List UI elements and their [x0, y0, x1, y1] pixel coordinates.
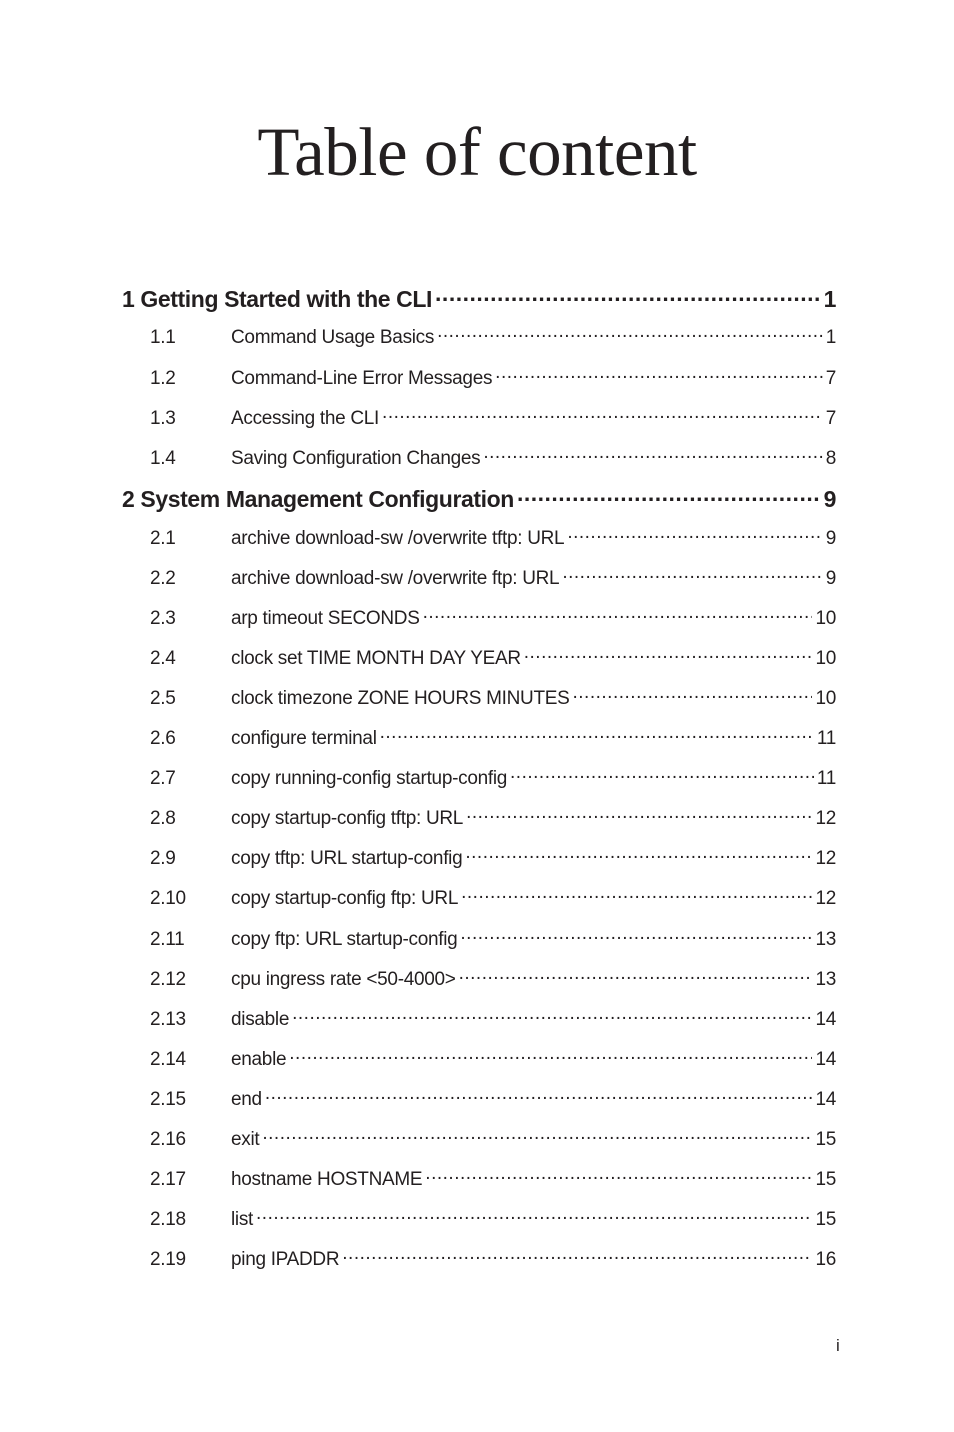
toc-entry-page: 10: [815, 648, 836, 669]
toc-leader-dots: [465, 845, 812, 864]
toc-leader-dots: [437, 324, 823, 343]
toc-entry-1-2[interactable]: [122, 365, 836, 390]
toc-chapter-title: Getting Started with the CLI: [140, 286, 433, 312]
toc-entry-title: copy startup-config ftp: URL: [231, 888, 459, 909]
toc-entry-title: Accessing the CLI: [231, 408, 380, 429]
toc-entry-title: clock set TIME MONTH DAY YEAR: [231, 648, 521, 669]
toc-entry-page: 12: [815, 808, 836, 829]
toc-entry-page: 14: [815, 1009, 836, 1030]
toc-entry-2-12[interactable]: [122, 966, 836, 991]
toc-entry-number: 2.7: [150, 768, 176, 789]
toc-chapter-page: 9: [823, 486, 836, 512]
toc-entry-number: 2.12: [150, 969, 186, 990]
toc-entry-page: 7: [825, 368, 836, 389]
toc-leader-dots: [495, 365, 823, 384]
toc-entry-2-11[interactable]: [122, 926, 836, 951]
toc-leader-dots: [289, 1046, 812, 1065]
toc-entry-2-13[interactable]: [122, 1006, 836, 1031]
toc-leader-dots: [262, 1126, 812, 1145]
toc-entry-title: arp timeout SECONDS: [231, 608, 420, 629]
toc-entry-number: 2.16: [150, 1129, 186, 1150]
toc-entry-number: 2.4: [150, 648, 176, 669]
toc-entry-number: 2.11: [150, 929, 185, 950]
toc-entry-page: 10: [815, 608, 836, 629]
toc-entry-number: 1.3: [150, 408, 176, 429]
toc-entry-page: 13: [815, 929, 836, 950]
toc-leader-dots: [562, 565, 822, 584]
toc-leader-dots: [460, 926, 812, 945]
toc-leader-dots: [435, 284, 821, 307]
toc-entry-page: 9: [825, 568, 836, 589]
toc-leader-dots: [517, 484, 821, 507]
toc-leader-dots: [461, 885, 812, 904]
toc-entry-page: 15: [815, 1169, 836, 1190]
toc-entry-page: 14: [815, 1089, 836, 1110]
toc-entry-number: 1.2: [150, 368, 176, 389]
toc-entry-title: cpu ingress rate <50-4000>: [231, 969, 456, 990]
toc-entry-number: 2.15: [150, 1089, 186, 1110]
toc-entry-page: 11: [816, 768, 836, 789]
toc-entry-number: 2.19: [150, 1249, 186, 1270]
toc-entry-page: 16: [815, 1249, 836, 1270]
toc-leader-dots: [567, 525, 822, 544]
toc-chapter-1[interactable]: [122, 284, 836, 313]
toc-leader-dots: [256, 1206, 812, 1225]
toc-chapter-title: System Management Configuration: [140, 486, 514, 512]
toc-leader-dots: [483, 445, 822, 464]
toc-chapter-page: 1: [823, 286, 836, 312]
toc-entry-title: end: [231, 1089, 262, 1110]
toc-entry-title: Saving Configuration Changes: [231, 448, 481, 469]
toc-leader-dots: [425, 1166, 812, 1185]
toc-entry-title: ping IPADDR: [231, 1249, 340, 1270]
toc-entry-number: 2.8: [150, 808, 176, 829]
toc-entry-number: 2.9: [150, 848, 176, 869]
toc-entry-page: 12: [815, 848, 836, 869]
toc-entry-title: copy tftp: URL startup-config: [231, 848, 463, 869]
toc-leader-dots: [524, 645, 813, 664]
toc-chapter-number: 2: [122, 486, 135, 512]
toc-leader-dots: [380, 725, 814, 744]
toc-entry-number: 2.5: [150, 688, 176, 709]
toc-entry-title: list: [231, 1209, 254, 1230]
toc-entry-number: 2.14: [150, 1049, 186, 1070]
toc-entry-title: clock timezone ZONE HOURS MINUTES: [231, 688, 570, 709]
toc-list: [122, 0, 836, 1432]
toc-entry-page: 7: [825, 408, 836, 429]
toc-leader-dots: [292, 1006, 812, 1025]
toc-entry-number: 2.1: [150, 528, 176, 549]
toc-entry-number: 2.17: [150, 1169, 186, 1190]
toc-entry-2-9[interactable]: [122, 845, 836, 870]
toc-entry-2-15[interactable]: [122, 1086, 836, 1111]
toc-leader-dots: [342, 1246, 812, 1265]
toc-entry-page: 9: [825, 528, 836, 549]
toc-entry-page: 13: [815, 969, 836, 990]
toc-entry-page: 11: [816, 728, 836, 749]
toc-entry-number: 2.18: [150, 1209, 186, 1230]
page-title: Table of content: [257, 114, 697, 190]
toc-entry-2-3[interactable]: [122, 605, 836, 630]
toc-entry-page: 14: [815, 1049, 836, 1070]
toc-leader-dots: [423, 605, 813, 624]
toc-chapter-2[interactable]: [122, 484, 836, 513]
toc-entry-title: archive download-sw /overwrite tftp: URL: [231, 528, 565, 549]
toc-entry-title: copy ftp: URL startup-config: [231, 929, 458, 950]
page-number: i: [836, 1336, 840, 1355]
toc-entry-1-1[interactable]: [122, 324, 836, 349]
toc-entry-2-6[interactable]: [122, 725, 836, 750]
toc-entry-title: copy startup-config tftp: URL: [231, 808, 464, 829]
toc-entry-2-18[interactable]: [122, 1206, 836, 1231]
toc-entry-number: 1.4: [150, 448, 176, 469]
toc-chapter-number: 1: [122, 286, 135, 312]
toc-entry-number: 2.13: [150, 1009, 186, 1030]
toc-entry-number: 2.3: [150, 608, 176, 629]
toc-entry-title: configure terminal: [231, 728, 377, 749]
toc-leader-dots: [459, 966, 813, 985]
toc-entry-2-5[interactable]: [122, 685, 836, 710]
toc-entry-title: archive download-sw /overwrite ftp: URL: [231, 568, 560, 589]
toc-entry-2-14[interactable]: [122, 1046, 836, 1071]
toc-entry-page: 8: [825, 448, 836, 469]
toc-entry-title: disable: [231, 1009, 290, 1030]
toc-entry-2-17[interactable]: [122, 1166, 836, 1191]
toc-entry-1-3[interactable]: [122, 405, 836, 430]
toc-entry-page: 15: [815, 1129, 836, 1150]
toc-entry-number: 2.6: [150, 728, 176, 749]
toc-entry-number: 2.2: [150, 568, 176, 589]
toc-entry-page: 15: [815, 1209, 836, 1230]
toc-entry-title: Command-Line Error Messages: [231, 368, 493, 389]
toc-leader-dots: [573, 685, 813, 704]
toc-entry-2-8[interactable]: [122, 805, 836, 830]
toc-entry-title: enable: [231, 1049, 287, 1070]
toc-entry-title: copy running-config startup-config: [231, 768, 508, 789]
toc-leader-dots: [466, 805, 812, 824]
toc-leader-dots: [265, 1086, 813, 1105]
toc-entry-page: 1: [825, 327, 836, 348]
toc-entry-number: 2.10: [150, 888, 186, 909]
toc-entry-2-2[interactable]: [122, 565, 836, 590]
toc-entry-page: 10: [815, 688, 836, 709]
toc-entry-title: Command Usage Basics: [231, 327, 435, 348]
toc-entry-2-19[interactable]: [122, 1246, 836, 1271]
toc-entry-number: 1.1: [150, 327, 176, 348]
toc-entry-page: 12: [815, 888, 836, 909]
toc-entry-1-4[interactable]: [122, 445, 836, 470]
toc-leader-dots: [510, 765, 814, 784]
toc-entry-2-4[interactable]: [122, 645, 836, 670]
toc-entry-title: hostname HOSTNAME: [231, 1169, 423, 1190]
toc-entry-2-1[interactable]: [122, 525, 836, 550]
toc-entry-2-10[interactable]: [122, 885, 836, 910]
toc-entry-title: exit: [231, 1129, 260, 1150]
toc-entry-2-16[interactable]: [122, 1126, 836, 1151]
toc-leader-dots: [382, 405, 823, 424]
toc-entry-2-7[interactable]: [122, 765, 836, 790]
